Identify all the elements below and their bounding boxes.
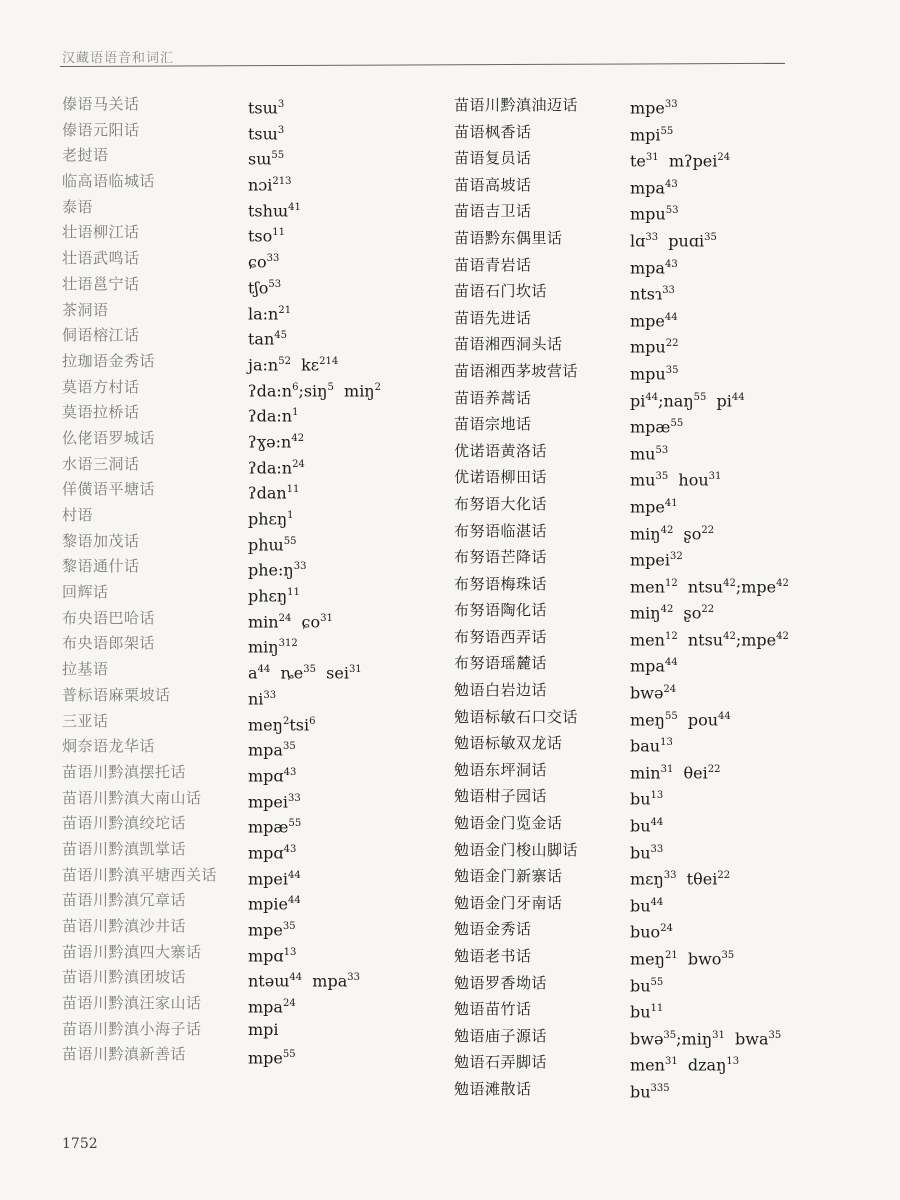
dialect-entry <box>454 491 854 518</box>
dialect-name: 勉语老书话 <box>454 947 532 965</box>
dialect-name: 优诺语黄洛话 <box>454 441 548 460</box>
dialect-entry <box>62 554 442 580</box>
pronunciation: mpa$^{43}$ <box>630 178 678 198</box>
pronunciation: $ʔda:n^1$ <box>248 406 299 426</box>
dialect-name: 仫佬语罗城话 <box>62 428 156 447</box>
pronunciation: $bu^{335}$ <box>630 1082 670 1102</box>
dialect-name: 傣语马关话 <box>62 95 140 113</box>
dialect-name: 苗语川黔滇小海子话 <box>62 1019 202 1038</box>
pronunciation: mɛŋ$^{33}$ tθei$^{22}$ <box>630 869 731 889</box>
dialect-entry <box>454 916 854 943</box>
dialect-entry <box>454 1049 854 1076</box>
pronunciation: mpa$^{43}$ <box>630 257 678 277</box>
pronunciation: $bu^{11}$ <box>630 1002 664 1022</box>
pronunciation: miŋ$^{312}$ <box>248 637 298 657</box>
pronunciation: $bu^{13}$ <box>630 789 664 809</box>
dialect-entry <box>62 631 442 657</box>
dialect-entry <box>62 888 442 914</box>
dialect-name: 壮语柳江话 <box>62 223 140 242</box>
dialect-entry <box>454 970 854 997</box>
dialect-name: 勉语庙子源话 <box>454 1026 548 1045</box>
dialect-entry <box>454 730 854 757</box>
dialect-name: 傣语元阳话 <box>62 120 140 139</box>
dialect-name: 老挝语 <box>62 146 109 165</box>
pronunciation: $te^{31}$ mʔpei$^{24}$ <box>630 151 731 171</box>
pronunciation: bwə$^{35}$;miŋ$^{31}$ bwa$^{35}$ <box>630 1029 782 1049</box>
dialect-name: 苗语宗地话 <box>454 415 532 434</box>
dialect-name: 临高语临城话 <box>62 172 156 191</box>
dialect-entry <box>62 246 442 272</box>
dialect-entry <box>454 438 854 465</box>
dialect-name: 勉语滩散话 <box>454 1079 532 1098</box>
dialect-entry <box>62 837 442 863</box>
dialect-name: 壮语邕宁话 <box>62 274 140 293</box>
pronunciation: buo$^{24}$ <box>630 922 673 942</box>
dialect-name: 苗语川黔滇平塘西关话 <box>62 865 218 884</box>
dialect-entry <box>454 783 854 810</box>
dialect-entry <box>62 272 442 298</box>
pronunciation: $ʔda:n^6;siŋ^5$ miŋ$^2$ <box>248 380 381 400</box>
pronunciation: ʔdan$^{11}$ <box>248 483 300 503</box>
dialect-entry <box>62 400 442 426</box>
pronunciation: $a^{44}$ $ȵe^{35}$ sei$^{31}$ <box>248 663 362 683</box>
dialect-name: 优诺语柳田话 <box>454 468 548 487</box>
pronunciation: mpi <box>248 1019 279 1039</box>
pronunciation: meŋ$^{21}$ bwo$^{35}$ <box>630 949 735 969</box>
pronunciation: $bu^{33}$ <box>630 842 664 862</box>
dialect-name: 茶洞语 <box>62 300 109 319</box>
dialect-entry <box>454 863 854 890</box>
dialect-name: 勉语金门牙南话 <box>454 893 563 912</box>
running-header: 汉藏语语音和词汇 <box>62 51 175 66</box>
dialect-entry <box>454 119 854 146</box>
dialect-name: 布努语大化话 <box>454 494 548 513</box>
dialect-name: 苗语吉卫话 <box>454 202 532 221</box>
pronunciation: $\min^{31} \theta ei^{22}$ <box>630 763 721 783</box>
dialect-entry <box>62 452 442 478</box>
dialect-name: 苗语川黔滇沙井话 <box>62 917 187 935</box>
dialect-name: 莫语拉桥话 <box>62 403 140 422</box>
dialect-name: 苗语湘西茅坡营话 <box>454 361 579 380</box>
dialect-name: 布努语瑶麓话 <box>454 654 548 673</box>
dialect-entry <box>454 943 854 970</box>
pronunciation: meŋ$^2$tsi$^6$ <box>248 714 316 734</box>
pronunciation: mpæ$^{55}$ <box>630 417 684 437</box>
pronunciation: $ʔda:n^{24}$ <box>248 457 305 477</box>
pronunciation: ntsɿ$^{33}$ <box>630 284 675 304</box>
pronunciation: men$^{31}$ dzaŋ$^{13}$ <box>630 1055 740 1075</box>
dialect-entry <box>454 331 854 358</box>
dialect-name: 泰语 <box>62 197 94 216</box>
dialect-name: 苗语黔东偶里话 <box>454 228 563 247</box>
pronunciation: miŋ$^{42}$ ʂo$^{22}$ <box>630 523 715 543</box>
pronunciation: meŋ$^{55}$ pou$^{44}$ <box>630 709 731 729</box>
pronunciation: tsɯ$^3$ <box>248 98 285 118</box>
dialect-name: 苗语川黔滇新善话 <box>62 1045 187 1064</box>
pronunciation: lɑ$^{33}$ puɑi$^{35}$ <box>630 231 717 251</box>
dialect-name: 勉语白岩边话 <box>454 681 548 700</box>
dialect-name: 拉基语 <box>62 660 109 679</box>
dialect-name: 勉语石弄脚话 <box>454 1053 548 1072</box>
dialect-name: 苗语川黔滇摆托话 <box>62 762 187 781</box>
dialect-entry <box>62 298 442 324</box>
dialect-name: 苗语川黔滇大南山话 <box>62 788 202 807</box>
dialect-name: 苗语川黔滇团坡话 <box>62 968 187 987</box>
dialect-name: 苗语川黔滇四大寨话 <box>62 942 202 961</box>
dialect-name: 勉语东坪洞话 <box>454 760 548 779</box>
dialect-name: 壮语武鸣话 <box>62 249 140 268</box>
dialect-name: 苗语养蒿话 <box>454 388 532 407</box>
dialect-entry <box>62 940 442 966</box>
dialect-entry <box>454 810 854 837</box>
dialect-name: 布努语陶化话 <box>454 601 548 620</box>
dialect-name: 勉语金门新寨话 <box>454 867 563 886</box>
pronunciation: mpei$^{33}$ <box>248 791 301 811</box>
pronunciation: $bu^{44}$ <box>630 896 664 916</box>
dialect-entry <box>62 92 442 118</box>
pronunciation: mpe$^{44}$ <box>630 311 678 331</box>
pronunciation: $bu^{44}$ <box>630 816 664 836</box>
pronunciation: mpie$^{44}$ <box>248 894 301 914</box>
dialect-entry <box>454 1076 854 1103</box>
dialect-name: 苗语先进话 <box>454 308 532 327</box>
dialect-entry <box>62 760 442 786</box>
dialect-name: 勉语标敏双龙话 <box>454 734 563 753</box>
dialect-name: 勉语金门览金话 <box>454 814 563 833</box>
dialect-name: 村语 <box>62 506 94 524</box>
pronunciation: phɛŋ$^1$ <box>248 509 294 529</box>
dialect-entry <box>62 529 442 555</box>
pronunciation: mpei$^{32}$ <box>630 550 683 570</box>
pronunciation: tʃo$^{53}$ <box>248 278 282 298</box>
dialect-name: 布央语巴哈话 <box>62 608 156 627</box>
pronunciation: mpe$^{41}$ <box>630 497 678 517</box>
dialect-entry <box>62 965 442 991</box>
dialect-entry <box>454 650 854 677</box>
dialect-entry <box>454 704 854 731</box>
pronunciation: tshɯ$^{41}$ <box>248 201 301 221</box>
dialect-name: 苗语川黔滇凯掌话 <box>62 839 187 858</box>
pronunciation: $ʔɣə:n^{42}$ <box>248 432 305 452</box>
pronunciation: $ja:n^{52}$ kɛ$^{214}$ <box>248 355 339 375</box>
pronunciation: $pi^{44};naŋ^{55}$ $pi^{44}$ <box>630 390 745 410</box>
dialect-entry <box>62 195 442 221</box>
pronunciation: men$^{12}$ ntsu$^{42}$;mpe$^{42}$ <box>630 577 789 597</box>
pronunciation: mpu$^{35}$ <box>630 364 679 384</box>
pronunciation: $mu^{35}$ hou$^{31}$ <box>630 470 722 490</box>
dialect-entry <box>454 278 854 305</box>
dialect-name: 苗语川黔滇油迈话 <box>454 96 579 114</box>
dialect-entry <box>454 92 854 119</box>
pronunciation: nɔi$^{213}$ <box>248 175 292 195</box>
dialect-name: 苗语高坡话 <box>454 175 532 194</box>
dialect-entry <box>454 385 854 412</box>
pronunciation: $phe:ŋ^{33}$ <box>248 560 307 580</box>
dialect-entry <box>454 837 854 864</box>
dialect-entry <box>454 757 854 784</box>
pronunciation: mpɑ$^{43}$ <box>248 766 297 786</box>
pronunciation: $bu^{55}$ <box>630 975 664 995</box>
dialect-entry <box>62 1017 442 1043</box>
dialect-entry <box>454 252 854 279</box>
dialect-name: 炯奈语龙华话 <box>62 737 156 756</box>
pronunciation: mpɑ$^{43}$ <box>248 843 297 863</box>
dialect-name: 苗语川黔滇汪家山话 <box>62 994 202 1013</box>
pronunciation: bau$^{13}$ <box>630 736 673 756</box>
pronunciation: mpa$^{35}$ <box>248 740 296 760</box>
pronunciation: tso$^{11}$ <box>248 226 286 246</box>
dialect-entry <box>62 169 442 195</box>
left-column <box>62 92 442 1068</box>
pronunciation: ɕo$^{33}$ <box>248 252 280 272</box>
dialect-name: 回辉话 <box>62 583 109 602</box>
dialect-name: 布央语郎架话 <box>62 634 156 653</box>
dialect-entry <box>62 323 442 349</box>
dialect-entry <box>62 734 442 760</box>
dialect-entry <box>454 358 854 385</box>
dialect-entry <box>454 411 854 438</box>
dialect-entry <box>454 544 854 571</box>
pronunciation: mpe$^{33}$ <box>630 98 678 118</box>
dialect-entry <box>62 118 442 144</box>
dialect-name: 苗语枫香话 <box>454 122 532 141</box>
dialect-name: 苗语复员话 <box>454 149 532 168</box>
pronunciation: mpi$^{55}$ <box>630 124 674 144</box>
dialect-entry <box>454 145 854 172</box>
dialect-name: 勉语柑子园话 <box>454 787 548 806</box>
dialect-entry <box>62 811 442 837</box>
dialect-name: 勉语标敏石口交话 <box>454 707 579 726</box>
pronunciation: mpe$^{35}$ <box>248 920 296 940</box>
dialect-name: 黎语加茂话 <box>62 531 140 550</box>
dialect-entry <box>454 518 854 545</box>
dialect-entry <box>62 709 442 735</box>
pronunciation: men$^{12}$ ntsu$^{42}$;mpe$^{42}$ <box>630 630 789 650</box>
dialect-entry <box>62 683 442 709</box>
dialect-name: 佯僙语平塘话 <box>62 480 156 499</box>
dialect-name: 拉珈语金秀话 <box>62 351 156 370</box>
pronunciation: $ni^{33}$ <box>248 689 277 709</box>
pronunciation: mpe$^{55}$ <box>248 1048 296 1068</box>
dialect-name: 苗语青岩话 <box>454 255 532 274</box>
pronunciation: phɯ$^{55}$ <box>248 535 297 555</box>
dialect-name: 黎语通什话 <box>62 557 140 576</box>
dialect-name: 布努语西弄话 <box>454 627 548 646</box>
pronunciation: mpu$^{53}$ <box>630 204 679 224</box>
pronunciation: bwə$^{24}$ <box>630 683 677 703</box>
dialect-name: 三亚话 <box>62 711 109 730</box>
dialect-entry <box>454 198 854 225</box>
pronunciation: ntəɯ$^{44}$ mpa$^{33}$ <box>248 971 360 991</box>
dialect-name: 苗语湘西洞头话 <box>454 335 563 354</box>
dialect-entry <box>454 996 854 1023</box>
pronunciation: $mu^{53}$ <box>630 444 669 464</box>
pronunciation: mpei$^{44}$ <box>248 868 301 888</box>
dialect-entry <box>454 571 854 598</box>
pronunciation: $la:n^{21}$ <box>248 303 292 323</box>
pronunciation: $\tan^{45}$ <box>248 329 288 349</box>
dialect-entry <box>454 225 854 252</box>
dialect-entry <box>62 1042 442 1068</box>
dialect-entry <box>454 890 854 917</box>
dialect-entry <box>454 597 854 624</box>
pronunciation: mpa$^{44}$ <box>630 656 678 676</box>
pronunciation: mpɑ$^{13}$ <box>248 946 297 966</box>
dialect-entry <box>62 786 442 812</box>
dialect-entry <box>62 143 442 169</box>
dialect-entry <box>62 503 442 529</box>
dialect-entry <box>62 863 442 889</box>
dialect-name: 勉语苗竹话 <box>454 1000 532 1019</box>
dialect-entry <box>62 657 442 683</box>
dialect-entry <box>454 1023 854 1050</box>
dialect-entry <box>454 172 854 199</box>
pronunciation: mpu$^{22}$ <box>630 337 679 357</box>
dialect-name: 布努语梅珠话 <box>454 574 548 593</box>
dialect-name: 苗语川黔滇绞坨话 <box>62 814 187 833</box>
dialect-entry <box>62 375 442 401</box>
dialect-name: 苗语川黔滇冗章话 <box>62 891 187 910</box>
dialect-entry <box>62 426 442 452</box>
dialect-entry <box>62 477 442 503</box>
pronunciation: $\min^{24}$ ɕo$^{31}$ <box>248 612 333 632</box>
dialect-name: 勉语罗香坳话 <box>454 973 548 992</box>
dialect-name: 侗语榕江话 <box>62 326 140 345</box>
dialect-entry <box>62 606 442 632</box>
dialect-name: 布努语临湛话 <box>454 521 548 540</box>
dialect-entry <box>454 677 854 704</box>
dialect-name: 水语三洞话 <box>62 454 140 473</box>
dialect-entry <box>454 464 854 491</box>
dialect-entry <box>62 991 442 1017</box>
dialect-entry <box>62 349 442 375</box>
pronunciation: sɯ$^{55}$ <box>248 149 285 169</box>
dialect-entry <box>62 220 442 246</box>
dialect-name: 莫语方村话 <box>62 377 140 396</box>
pronunciation: phɛŋ$^{11}$ <box>248 586 300 606</box>
dialect-entry <box>454 624 854 651</box>
page-number: 1752 <box>62 1136 98 1152</box>
pronunciation: mpa$^{24}$ <box>248 997 296 1017</box>
right-column <box>454 92 854 1103</box>
dialect-entry <box>454 305 854 332</box>
pronunciation: tsɯ$^3$ <box>248 124 285 144</box>
dialect-name: 苗语石门坎话 <box>454 282 548 301</box>
dialect-name: 布努语芒降话 <box>454 548 548 567</box>
dialect-name: 勉语金门梭山脚话 <box>454 840 579 859</box>
dialect-entry <box>62 914 442 940</box>
dialect-name: 普标语麻栗坡话 <box>62 685 171 704</box>
dialect-entry <box>62 580 442 606</box>
pronunciation: miŋ$^{42}$ ʂo$^{22}$ <box>630 603 715 623</box>
dialect-name: 勉语金秀话 <box>454 920 532 939</box>
pronunciation: mpæ$^{55}$ <box>248 817 302 837</box>
